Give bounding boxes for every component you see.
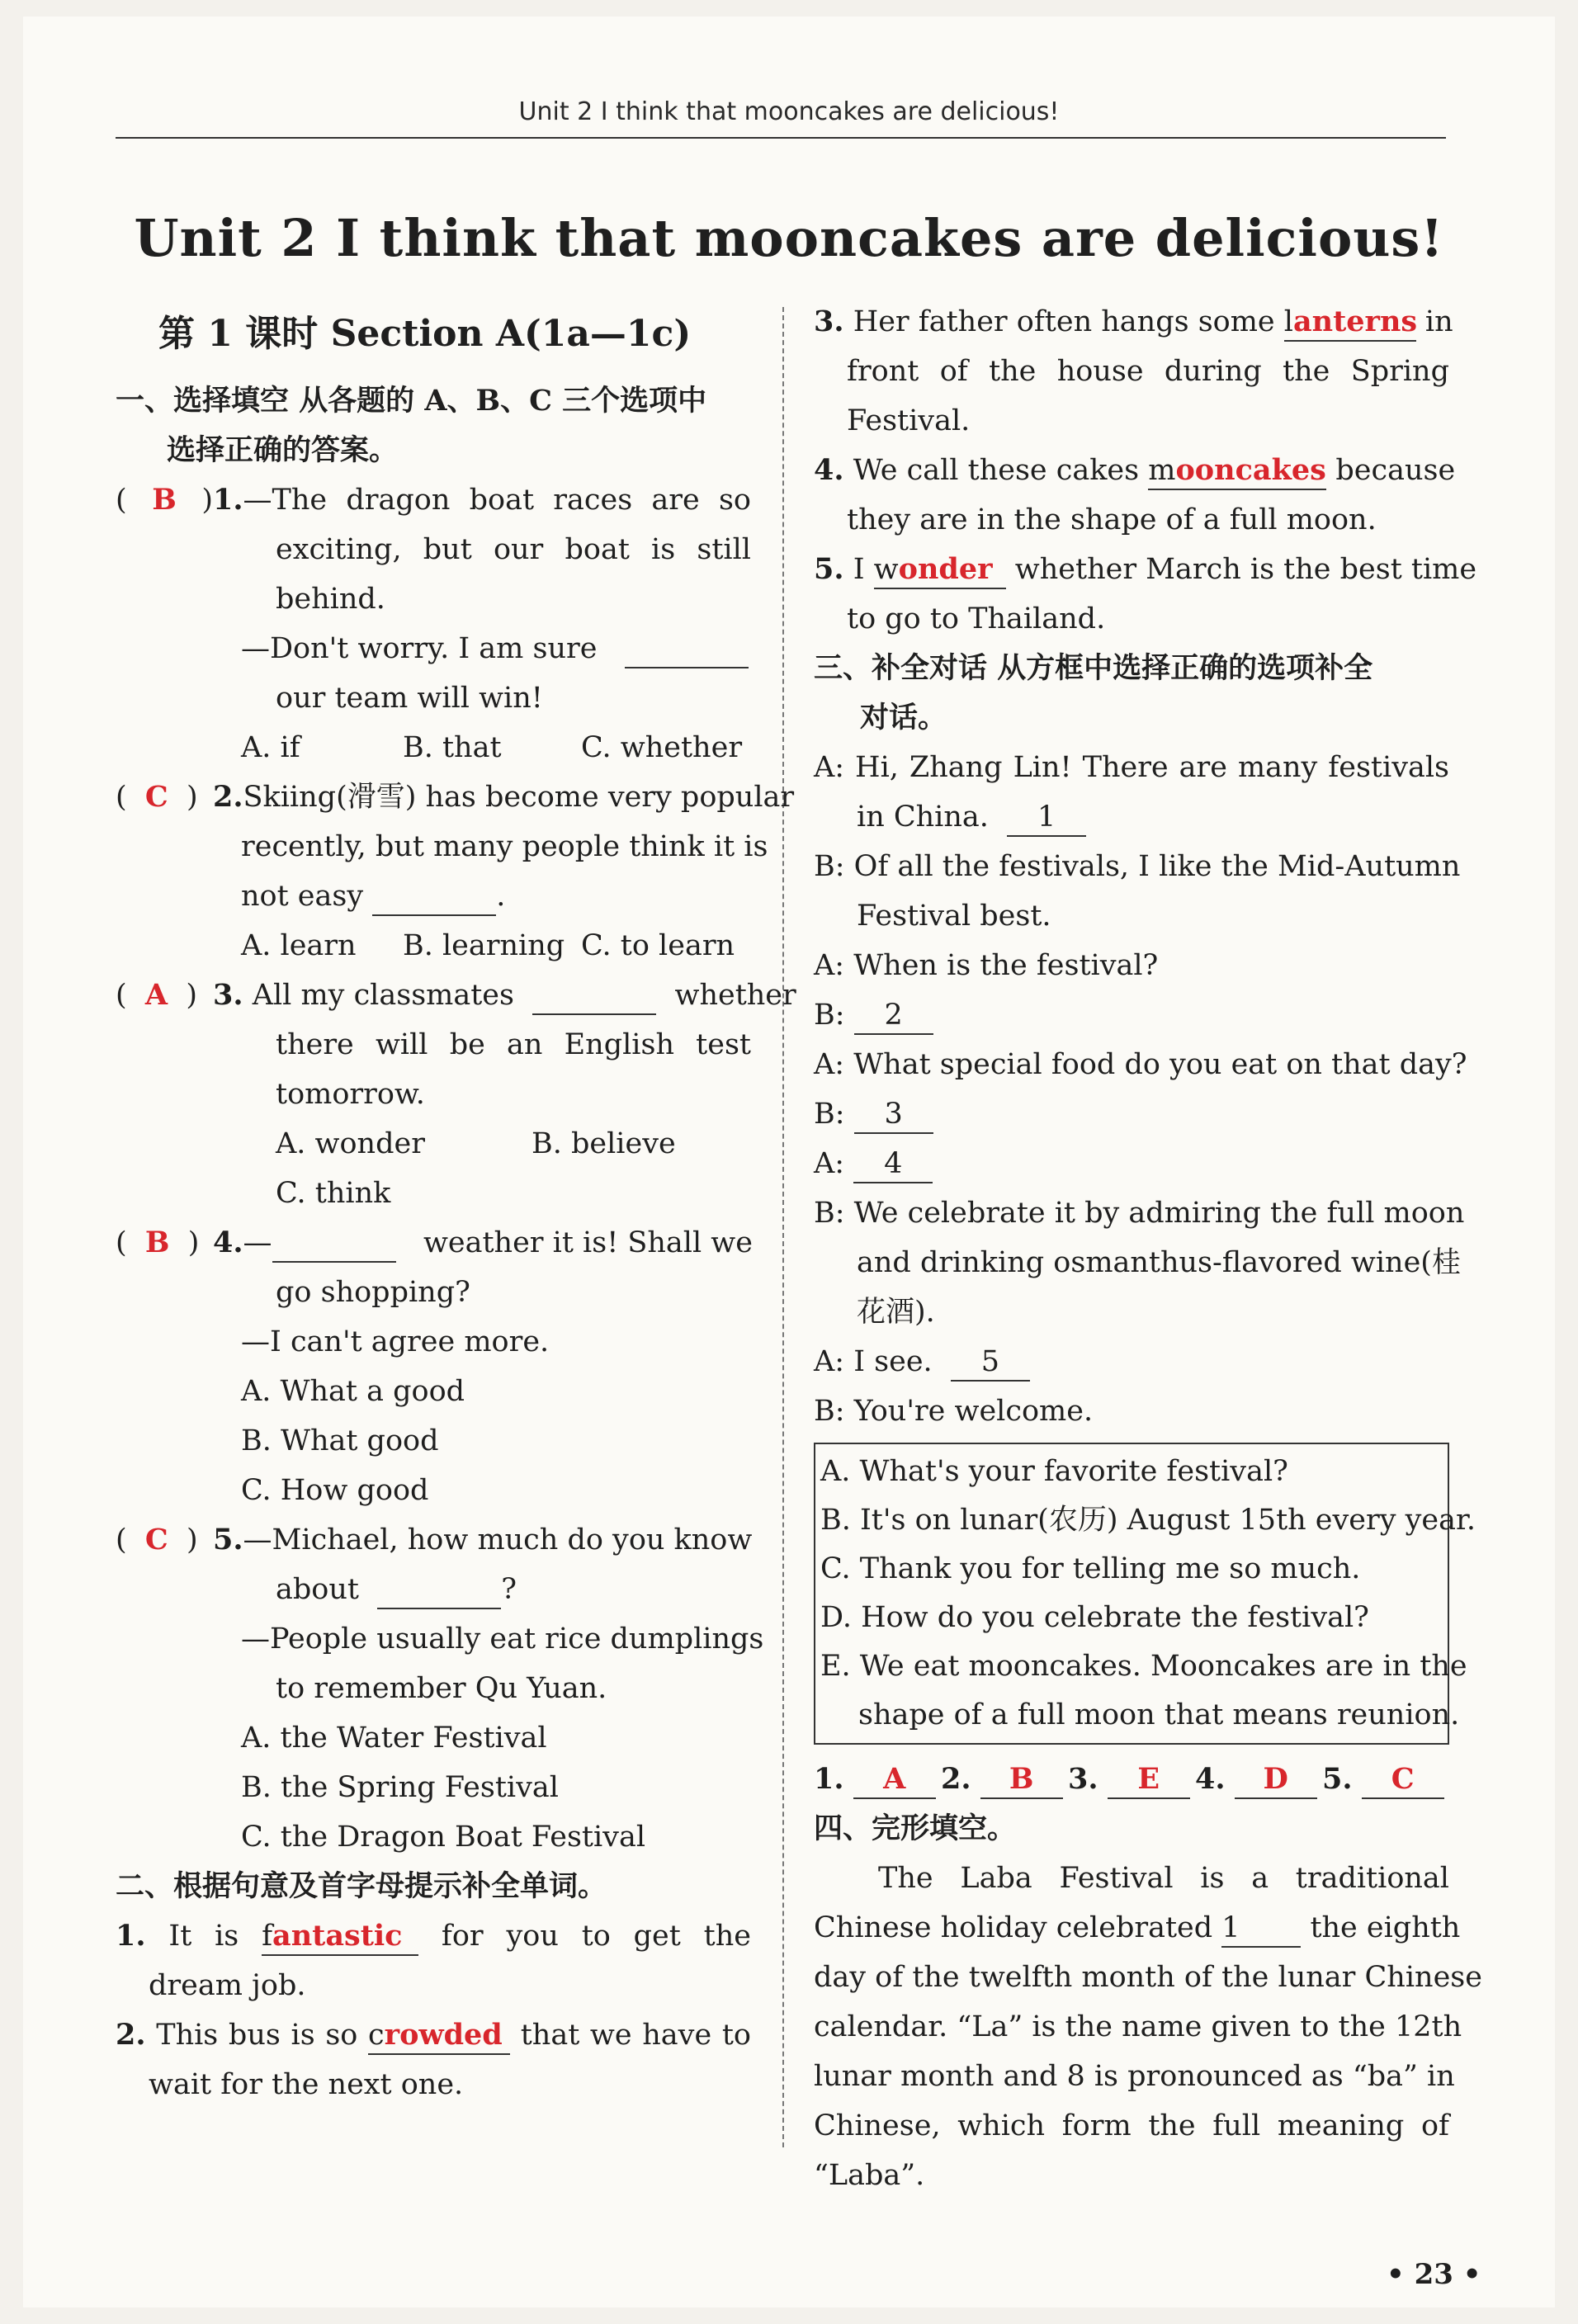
option-b[interactable]: B. believe <box>532 1127 676 1160</box>
header-rule <box>116 137 1446 139</box>
answer-mark: B <box>152 483 177 517</box>
filled-answer: anterns <box>1292 305 1418 338</box>
option-b[interactable]: B. What good <box>241 1424 439 1457</box>
word-question-3: 3. Her father often hangs some lanterns in front of the house during the Spring Festival. <box>814 305 1453 437</box>
option-a[interactable]: A. wonder <box>276 1127 425 1160</box>
box-option-b: B. It's on lunar(农历) August 15th every year. <box>820 1504 1476 1537</box>
word-question-4: 4. We call these cakes mooncakes because they are in the shape of a full moon. <box>814 453 1456 536</box>
word-question-5: 5. I wonder whether March is the best time to go to Thailand. <box>814 552 1477 635</box>
word-blank[interactable]: fantastic <box>262 1918 418 1956</box>
answer-blank[interactable] <box>625 631 749 668</box>
answer-mark: B <box>144 1226 170 1259</box>
option-c[interactable]: C. the Dragon Boat Festival <box>241 1821 646 1854</box>
filled-answer: ooncakes <box>1175 453 1326 487</box>
option-a[interactable]: A. What a good <box>241 1375 465 1408</box>
unit-title: Unit 2 I think that mooncakes are delicious! <box>134 208 1444 268</box>
option-b[interactable]: B. that <box>403 731 502 764</box>
word-blank[interactable]: crowded <box>368 2017 510 2055</box>
lesson-heading: 第 1 课时 Section A(1a—1c) <box>158 313 692 355</box>
word-blank[interactable]: wonder <box>874 551 1006 589</box>
filled-answer: rowded <box>384 2018 503 2052</box>
option-b[interactable]: B. learning <box>403 929 565 962</box>
answer-blank[interactable] <box>532 977 656 1015</box>
box-option-a: A. What's your favorite festival? <box>820 1455 1288 1488</box>
word-question-1: 1. It is fantastic for you to get the dream job. <box>116 1919 751 2002</box>
filled-answer: antastic <box>272 1919 403 1953</box>
box-option-e-cont: shape of a full moon that means reunion. <box>858 1698 1460 1731</box>
part3-heading-line2: 对话。 <box>860 701 947 735</box>
answer-mark: A <box>144 978 168 1012</box>
dialogue-answer-row <box>814 1755 1449 1804</box>
answer-blank[interactable] <box>372 878 496 916</box>
word-question-2: 2. This bus is so crowded that we have to wait for the next one. <box>116 2018 751 2101</box>
box-option-e: E. We eat mooncakes. Mooncakes are in the <box>820 1650 1467 1683</box>
option-b[interactable]: B. the Spring Festival <box>241 1771 559 1804</box>
answer-slot-1: 1. A <box>814 1755 941 1804</box>
option-c[interactable]: C. think <box>276 1177 391 1210</box>
answer-blank[interactable] <box>272 1225 396 1263</box>
part4-heading: 四、完形填空。 <box>814 1811 1017 1845</box>
page-number: • 23 • <box>1387 2258 1481 2291</box>
cloze-passage: The Laba Festival is a traditional Chinese holiday celebrated 1 the eighth day of the twelfth month of the lunar Chinese calendar. “La” is the name given to the 12th lunar month and 8 is pronounced as “ba” in Chinese, which form the full meaning of “Laba”. <box>814 1862 1482 2192</box>
mc-question-4: ( B ) 4.— weather it is! Shall we go shopping? —I can't agree more. A. What a good B. What good C. How good <box>116 1218 751 1515</box>
filled-answer: onder <box>898 552 993 586</box>
option-a[interactable]: A. the Water Festival <box>241 1722 547 1755</box>
cloze-blank-1[interactable]: 1 <box>1221 1910 1301 1948</box>
mc-question-5: ( C ) 5.—Michael, how much do you know about ? —People usually eat rice dumplings to remember Qu Yuan. A. the Water Festival B. the Spring Festival C. the Dragon Boat Festival <box>116 1515 751 1862</box>
answer-slot-2: 2. B <box>941 1755 1068 1804</box>
option-c[interactable]: C. How good <box>241 1474 429 1507</box>
left-column <box>116 297 796 2109</box>
part3-heading: 三、补全对话 从方框中选择正确的选项补全 <box>814 651 1373 685</box>
box-option-c: C. Thank you for telling me so much. <box>820 1552 1361 1585</box>
dialogue-blank-2[interactable]: 2 <box>854 997 933 1035</box>
mc-question-1: ( B )1.—The dragon boat races are so exciting, but our boat is still behind. —Don't worry. I am sure our team will win! A. if B. that C. whether <box>116 475 751 772</box>
part2-heading: 二、根据句意及首字母提示补全单词。 <box>116 1869 607 1903</box>
dialogue: A: Hi, Zhang Lin! There are many festivals in China. 1 B: Of all the festivals, I like the Mid-Autumn Festival best. A: When is the festival? B: 2 A: What special food do you eat on that day? B: 3 A: 4 B: We celebrate it by admiring the full moon and drinking osmanthus-flavored wine(桂 花酒). A: I see. 5 B: You're welcome. <box>814 751 1467 1428</box>
mc-question-3: ( A ) 3. All my classmates whether there will be an English test tomorrow. A. wonder B. believe C. think <box>116 971 751 1218</box>
answer-blank[interactable] <box>377 1571 501 1609</box>
dialogue-blank-3[interactable]: 3 <box>854 1096 933 1134</box>
dialogue-blank-4[interactable]: 4 <box>853 1145 933 1183</box>
word-blank[interactable]: mooncakes <box>1148 452 1326 490</box>
part1-heading: 一、选择填空 从各题的 A、B、C 三个选项中 <box>116 384 707 418</box>
dialogue-blank-5[interactable]: 5 <box>951 1344 1030 1382</box>
answer-slot-5: 5. C <box>1322 1755 1449 1804</box>
column-divider <box>782 307 784 2147</box>
mc-question-2: ( C ) 2.Skiing(滑雪) has become very popular recently, but many people think it is not easy . A. learn B. learning C. to learn <box>116 772 751 971</box>
dialogue-blank-1[interactable]: 1 <box>1007 799 1086 837</box>
option-a[interactable]: A. if <box>241 731 300 764</box>
option-c[interactable]: C. to learn <box>581 929 735 962</box>
running-head: Unit 2 I think that mooncakes are delicious! <box>518 97 1060 126</box>
answer-slot-3: 3. E <box>1068 1755 1195 1804</box>
right-column <box>814 297 1482 2200</box>
word-blank[interactable]: lanterns <box>1284 304 1416 342</box>
option-a[interactable]: A. learn <box>241 929 357 962</box>
answer-slot-4: 4. D <box>1195 1755 1322 1804</box>
option-c[interactable]: C. whether <box>581 731 743 764</box>
answer-mark: C <box>144 780 168 814</box>
part1-heading-line2: 选择正确的答案。 <box>167 433 399 467</box>
box-option-d: D. How do you celebrate the festival? <box>820 1601 1369 1634</box>
answer-mark: C <box>144 1523 168 1556</box>
options-box <box>814 1443 1476 1745</box>
